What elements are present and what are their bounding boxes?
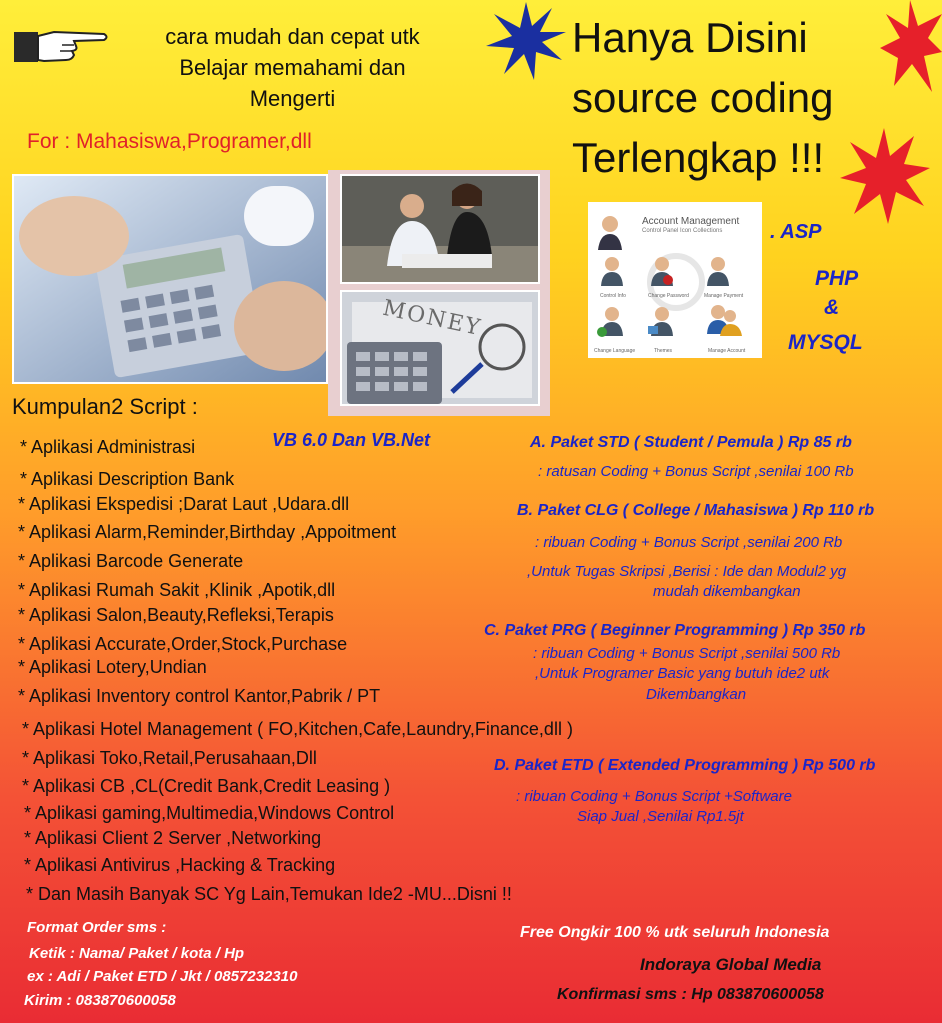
package-b-desc-2: ,Untuk Tugas Skripsi ,Berisi : Ide dan Modul2 yg <box>527 563 847 580</box>
tech-mysql: MYSQL <box>788 331 863 354</box>
list-item: * Aplikasi Ekspedisi ;Darat Laut ,Udara.dll <box>18 494 350 514</box>
money-label: MONEY <box>380 295 484 342</box>
package-d-title: D. Paket ETD ( Extended Programming ) Rp 500 rb <box>494 757 876 774</box>
account-icons <box>588 202 762 358</box>
package-b-desc-1: : ribuan Coding + Bonus Script ,senilai 200 Rb <box>535 534 843 551</box>
headline-line-2: source coding <box>572 74 834 121</box>
list-item: * Aplikasi Inventory control Kantor,Pabrik / PT <box>18 686 381 706</box>
order-line-3: Kirim : 083870600058 <box>24 992 176 1009</box>
list-item: * Aplikasi Barcode Generate <box>18 551 244 571</box>
list-item: * Aplikasi gaming,Multimedia,Windows Control <box>24 803 395 823</box>
money-photo <box>340 290 540 406</box>
account-label-6: Manage Account <box>708 348 746 354</box>
confirm-sms: Konfirmasi sms : Hp 083870600058 <box>557 986 824 1003</box>
red-starburst-bottom-icon <box>840 128 930 224</box>
free-shipping: Free Ongkir 100 % utk seluruh Indonesia <box>520 924 830 941</box>
list-item: * Aplikasi Client 2 Server ,Networking <box>24 828 322 848</box>
company-name: Indoraya Global Media <box>640 955 822 974</box>
list-item: * Aplikasi Lotery,Undian <box>18 657 207 677</box>
list-item: * Aplikasi Hotel Management ( FO,Kitchen,Cafe,Laundry,Finance,dll ) <box>22 719 573 739</box>
list-item: * Aplikasi Toko,Retail,Perusahaan,Dll <box>22 748 317 768</box>
intro-line-2: Belajar memahami dan <box>179 54 406 80</box>
order-title: Format Order sms : <box>27 919 167 936</box>
headline-line-1: Hanya Disini <box>572 14 808 61</box>
package-c-desc-1: : ribuan Coding + Bonus Script ,senilai 500 Rb <box>533 645 841 662</box>
account-label-4: Change Language <box>594 348 636 354</box>
list-item: * Aplikasi Antivirus ,Hacking & Tracking <box>24 855 336 875</box>
calculator-photo <box>12 174 328 384</box>
list-item: * Aplikasi Alarm,Reminder,Birthday ,Appoitment <box>18 522 397 542</box>
account-label-1: Control Info <box>600 293 626 299</box>
photo-frame <box>328 170 550 416</box>
audience-line: For : Mahasiswa,Programer,dll <box>27 130 312 153</box>
headline <box>572 8 834 188</box>
list-item: * Aplikasi Administrasi <box>20 437 196 457</box>
package-a-desc: : ratusan Coding + Bonus Script ,senilai 100 Rb <box>538 463 854 480</box>
list-item: * Aplikasi Salon,Beauty,Refleksi,Terapis <box>18 605 334 625</box>
account-management-card <box>588 202 762 358</box>
order-line-2: ex : Adi / Paket ETD / Jkt / 0857232310 <box>27 968 298 985</box>
order-line-1: Ketik : Nama/ Paket / kota / Hp <box>29 945 245 962</box>
list-item: * Dan Masih Banyak SC Yg Lain,Temukan Ide2 -MU...Disni !! <box>26 884 512 904</box>
account-card-title: Account Management <box>642 216 740 227</box>
scripts-heading: Kumpulan2 Script : <box>12 394 198 419</box>
package-c-title: C. Paket PRG ( Beginner Programming ) Rp 350 rb <box>484 622 866 639</box>
intro-text <box>120 22 465 114</box>
package-b-desc-3: mudah dikembangkan <box>653 583 801 600</box>
list-item: * Aplikasi Rumah Sakit ,Klinik ,Apotik,dll <box>18 580 336 600</box>
package-c-desc-3: Dikembangkan <box>646 686 747 703</box>
package-d-desc-2: Siap Jual ,Senilai Rp1.5jt <box>577 808 744 825</box>
package-a-title: A. Paket STD ( Student / Pemula ) Rp 85 rb <box>530 434 852 451</box>
account-label-5: Themes <box>654 348 673 354</box>
account-label-3: Manage Payment <box>704 293 744 299</box>
red-starburst-top-icon <box>880 0 942 95</box>
list-item: * Aplikasi Accurate,Order,Stock,Purchase <box>18 634 348 654</box>
headline-line-3: Terlengkap !!! <box>572 134 825 181</box>
package-b-title: B. Paket CLG ( College / Mahasiswa ) Rp 110 rb <box>517 502 875 519</box>
blue-starburst-icon <box>486 2 566 80</box>
account-card-subtitle: Control Panel Icon Collections <box>642 228 723 234</box>
package-c-desc-2: ,Untuk Programer Basic yang butuh ide2 utk <box>535 665 830 682</box>
intro-line-3: Mengerti <box>249 85 336 111</box>
tech-asp: . ASP <box>770 221 822 243</box>
tech-php: PHP <box>815 267 859 290</box>
intro-line-1: cara mudah dan cepat utk <box>165 24 420 49</box>
list-item: * Aplikasi Description Bank <box>20 469 235 489</box>
vb-title: VB 6.0 Dan VB.Net <box>272 430 431 450</box>
list-item: * Aplikasi CB ,CL(Credit Bank,Credit Leasing ) <box>22 776 391 796</box>
business-people-photo <box>340 174 540 284</box>
tech-amp: & <box>824 296 840 319</box>
account-label-2: Change Password <box>648 293 689 299</box>
package-d-desc-1: : ribuan Coding + Bonus Script +Software <box>516 788 792 805</box>
pointing-hand-icon <box>14 26 109 66</box>
